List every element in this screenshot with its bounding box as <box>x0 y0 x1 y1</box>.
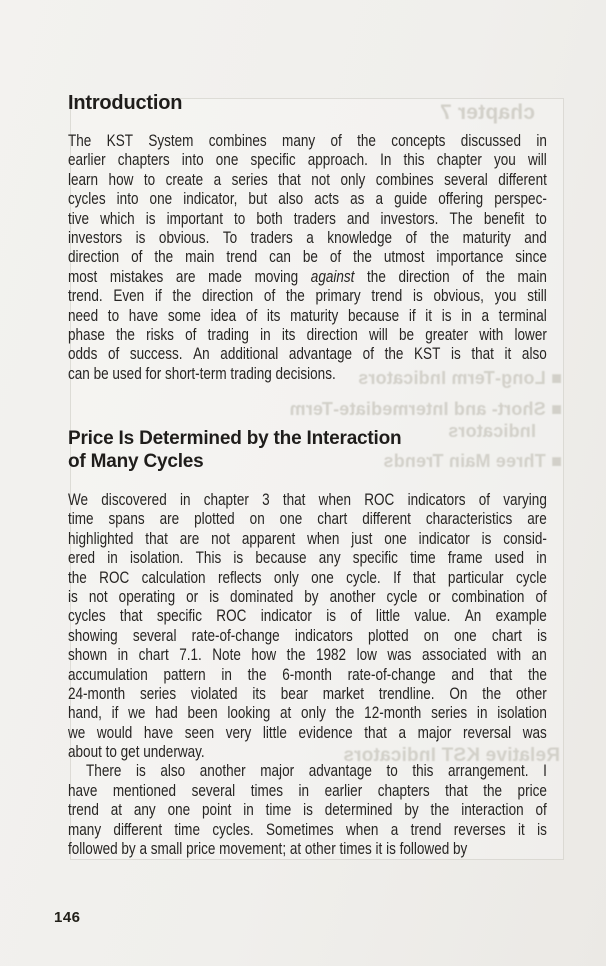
show-through-chapter-label: chapter 7 <box>439 101 535 124</box>
text-line: followed by a small price movement; at other times it is followed by <box>68 840 468 859</box>
text-line: need to have some idea of its maturity because if it is in a terminal <box>68 306 547 325</box>
text-line: 24-month series violated its bear market trendline. On the other <box>68 684 547 703</box>
text-line: cycles into one indicator, but also acts as a guide offering perspec- <box>68 190 547 209</box>
text-line: earlier chapters into one specific approach. In this chapter you will <box>68 151 547 170</box>
cycles-paragraphs <box>68 491 547 859</box>
text-line: ered in isolation. This is because any specific time frame used in <box>68 549 547 568</box>
text-line: There is also another major advantage to this arrangement. I <box>86 762 547 781</box>
text-line: learn how to create a series that not only combines several different <box>68 170 547 189</box>
text-line: about to get underway. <box>68 743 205 762</box>
text-line: We discovered in chapter 3 that when ROC indicators of varying <box>68 491 547 509</box>
text-line: we would have seen very little evidence that a major reversal was <box>68 723 547 742</box>
text-line: many different time cycles. Sometimes when a trend reverses it is <box>68 820 547 839</box>
text-line: accumulation pattern in the 6-month rate-of-change and that the <box>68 665 547 684</box>
paragraph <box>68 491 547 762</box>
text-line: hand, if we had been looking at only the 12-month series in isolation <box>68 704 547 723</box>
text-line: can be used for short-term trading decisions. <box>68 364 336 383</box>
text-line: phase the risks of trading in its direction will be greater with lower <box>68 325 547 344</box>
show-through-bullet-line: ■ Short- and Intermediate-Term <box>289 399 562 419</box>
intro-paragraph <box>68 132 547 384</box>
show-through-bullet-line: Indicators <box>447 421 536 441</box>
heading-line: Price Is Determined by the Interaction <box>68 428 402 449</box>
paragraph <box>68 132 547 384</box>
text-line: tive which is important to both traders and investors. The benefit to <box>68 209 547 228</box>
page-number: 146 <box>54 909 81 926</box>
show-through-bullet-item: ■ Long-Term Indicators <box>358 368 562 388</box>
section-heading-introduction: Introduction <box>68 92 183 114</box>
text-line: showing several rate-of-change indicators plotted on one chart is <box>68 626 547 645</box>
text-line: direction of the main trend can be of the utmost importance since <box>68 248 547 267</box>
text-line: most mistakes are made moving against the direction of the main <box>68 267 547 286</box>
text-line: shown in chart 7.1. Note how the 1982 low was associated with an <box>68 646 547 665</box>
text-line: cycles that specific ROC indicator is of little value. An example <box>68 607 547 626</box>
text-line: time spans are plotted on one chart different characteristics are <box>68 510 547 529</box>
text-line: is not operating or is dominated by another cycle or combination of <box>68 587 547 606</box>
text-line: have mentioned several times in earlier chapters that the price <box>68 781 547 800</box>
show-through-footer-label: Relative KST Indicators <box>343 745 560 766</box>
text-line: odds of success. An additional advantage of the KST is that it also <box>68 345 547 364</box>
section-heading-cycles <box>68 427 401 473</box>
text-line: trend at any one point in time is determined by the interaction of <box>68 801 547 820</box>
text-line: highlighted that are not apparent when just one indicator is consid- <box>68 529 547 548</box>
text-line: trend. Even if the direction of the primary trend is obvious, you still <box>68 287 547 306</box>
heading-line: of Many Cycles <box>68 451 204 472</box>
text-line: the ROC calculation reflects only one cycle. If that particular cycle <box>68 568 547 587</box>
text-line: investors is obvious. To traders a knowledge of the maturity and <box>68 228 547 247</box>
text-line: The KST System combines many of the concepts discussed in <box>68 132 547 150</box>
show-through-bullet-item: ■ Three Main Trends <box>383 451 562 471</box>
paragraph <box>68 762 547 859</box>
